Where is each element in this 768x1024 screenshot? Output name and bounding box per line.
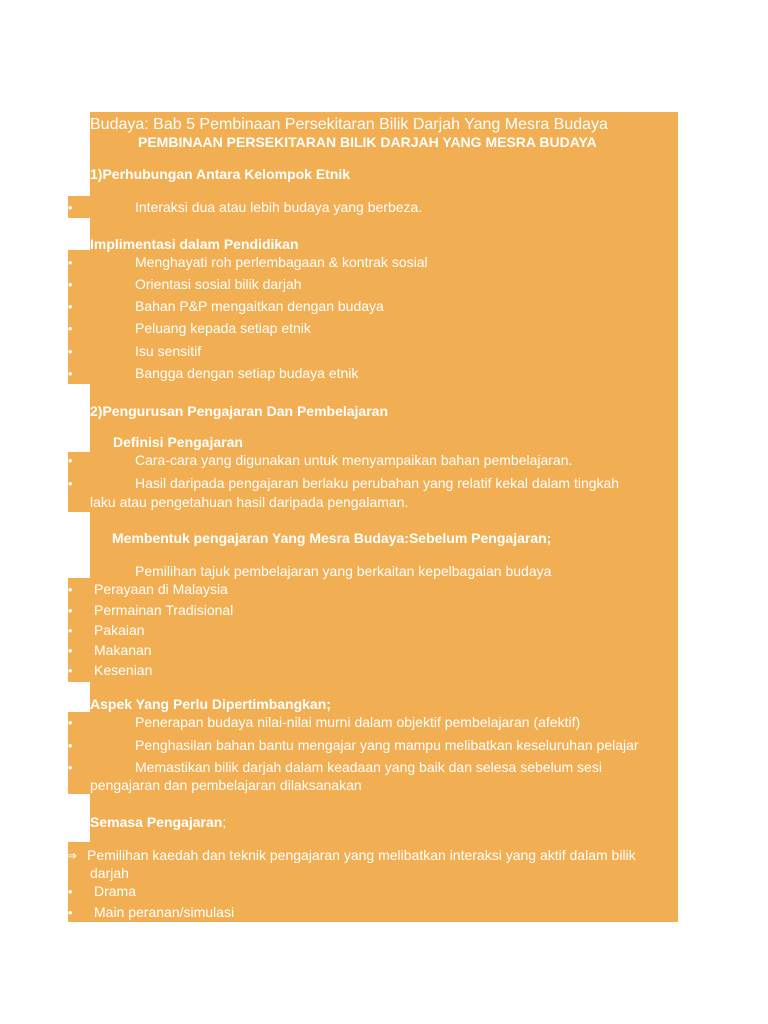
definisi-heading: Definisi Pengajaran bbox=[113, 434, 243, 450]
list-item: Main peranan/simulasi bbox=[94, 904, 235, 920]
list-item: Penghasilan bahan bantu mengajar yang mampu melibatkan keseluruhan pelajar bbox=[135, 737, 639, 753]
list-item-continuation: pengajaran dan pembelajaran dilaksanakan bbox=[90, 777, 362, 793]
bullet-icon: • bbox=[68, 255, 73, 270]
section-2-heading: 2)Pengurusan Pengajaran Dan Pembelajaran bbox=[90, 403, 388, 419]
membentuk-heading: Membentuk pengajaran Yang Mesra Budaya:Sebelum Pengajaran; bbox=[112, 530, 552, 546]
bullet-icon: • bbox=[68, 299, 73, 314]
bullet-icon: • bbox=[68, 715, 73, 730]
arrow-icon: ⇒ bbox=[66, 848, 77, 863]
bullet-icon: • bbox=[68, 738, 73, 753]
list-item: Drama bbox=[94, 883, 137, 899]
semasa-suffix: ; bbox=[222, 814, 227, 830]
bullet-icon: • bbox=[68, 200, 73, 215]
list-item: Cara-cara yang digunakan untuk menyampaikan bahan pembelajaran. bbox=[135, 452, 573, 468]
bullet-icon: • bbox=[68, 760, 73, 775]
list-item: Bangga dengan setiap budaya etnik bbox=[135, 365, 359, 381]
bullet-icon: • bbox=[68, 663, 73, 678]
list-item: Memastikan bilik darjah dalam keadaan yang baik dan selesa sebelum sesi bbox=[135, 759, 602, 775]
list-item: Hasil daripada pengajaran berlaku perubahan yang relatif kekal dalam tingkah bbox=[135, 475, 620, 491]
list-item: Pakaian bbox=[94, 622, 145, 638]
bullet-icon: • bbox=[68, 603, 73, 618]
list-item-continuation: laku atau pengetahuan hasil daripada pengalaman. bbox=[90, 494, 409, 510]
section-1-heading: 1)Perhubungan Antara Kelompok Etnik bbox=[90, 166, 351, 182]
bullet-icon: • bbox=[68, 321, 73, 336]
list-item: Makanan bbox=[94, 642, 152, 658]
document-title: Budaya: Bab 5 Pembinaan Persekitaran Bilik Darjah Yang Mesra Budaya bbox=[90, 116, 608, 133]
list-item: Interaksi dua atau lebih budaya yang berbeza. bbox=[135, 199, 423, 215]
document-subtitle: PEMBINAAN PERSEKITARAN BILIK DARJAH YANG MESRA BUDAYA bbox=[138, 134, 597, 150]
semasa-heading-line bbox=[90, 814, 226, 831]
list-item: Perayaan di Malaysia bbox=[94, 581, 228, 597]
bullet-icon: • bbox=[68, 366, 73, 381]
bullet-icon: • bbox=[68, 476, 73, 491]
implimentasi-heading: Implimentasi dalam Pendidikan bbox=[90, 236, 299, 252]
bullet-icon: • bbox=[68, 453, 73, 468]
pemilihan-text: Pemilihan tajuk pembelajaran yang berkaitan kepelbagaian budaya bbox=[135, 563, 552, 579]
bullet-icon: • bbox=[68, 344, 73, 359]
bullet-icon: • bbox=[68, 582, 73, 597]
list-item: Permainan Tradisional bbox=[94, 602, 234, 618]
list-item: Menghayati roh perlembagaan & kontrak sosial bbox=[135, 254, 428, 270]
bullet-icon: • bbox=[68, 905, 73, 920]
list-item: Kesenian bbox=[94, 662, 153, 678]
list-item: Peluang kepada setiap etnik bbox=[135, 320, 311, 336]
bullet-icon: • bbox=[68, 277, 73, 292]
list-item: Penerapan budaya nilai-nilai murni dalam objektif pembelajaran (afektif) bbox=[135, 714, 581, 730]
aspek-heading: Aspek Yang Perlu Dipertimbangkan; bbox=[90, 696, 331, 712]
semasa-heading: Semasa Pengajaran bbox=[90, 814, 223, 830]
list-item: Orientasi sosial bilik darjah bbox=[135, 276, 302, 292]
bullet-icon: • bbox=[68, 623, 73, 638]
bullet-icon: • bbox=[68, 643, 73, 658]
list-item: Bahan P&P mengaitkan dengan budaya bbox=[135, 298, 384, 314]
list-item: Pemilihan kaedah dan teknik pengajaran yang melibatkan interaksi yang aktif dalam bilik bbox=[87, 847, 636, 863]
list-item-continuation: darjah bbox=[90, 865, 129, 881]
bullet-icon: • bbox=[68, 884, 73, 899]
list-item: Isu sensitif bbox=[135, 343, 202, 359]
